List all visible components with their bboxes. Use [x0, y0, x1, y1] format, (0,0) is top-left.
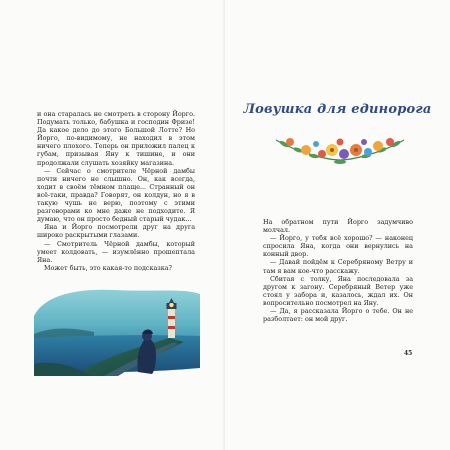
right-paragraph-5: — Да, я рассказала Йорго о тебе. Он не разболтает: он мой друг. [263, 307, 413, 324]
flower-garland-ornament [270, 120, 410, 166]
right-page [225, 0, 450, 450]
left-page-text [37, 110, 195, 272]
right-paragraph-4: Сбитая с толку, Яна последовала за другом к загону. Серебряный Ветер уже стоял у забора и, казалось, ждал их. Он вопросительно посмотрел на Яну. [263, 274, 413, 307]
right-paragraph-3: — Давай пойдём к Серебряному Ветру и там я вам кое-что расскажу. [263, 258, 413, 275]
page-number: 45 [404, 350, 413, 357]
lighthouse [167, 298, 177, 338]
left-page [0, 0, 224, 450]
left-paragraph-4: — Смотритель Чёрной дамбы, который умеет колдовать, — изумлённо прошептала Яна. [37, 239, 195, 264]
left-paragraph-1: и она старалась не смотреть в сторону Йорго. Подумать только, бабушка и господин Фризе! Да какое дело до этого Большой Лотте? Но Йорго, по-видимому, не находил в этом ничего плохого. Теперь он приложил палец к губам, призывая Яну к тишине, и они продолжали слушать хозяйку магазина. [37, 110, 195, 167]
right-paragraph-1: На обратном пути Йорго задумчиво молчал. [263, 218, 413, 235]
night-lighthouse-dam-illustration [34, 286, 200, 376]
right-paragraph-2: — Йорго, у тебя всё хорошо? — наконец спросила Яна, когда они вернулись на конный двор. [263, 234, 413, 259]
left-paragraph-2: — Сейчас о смотрителе Чёрной дамбы почти ничего не слышно. Он, как всегда, ходит в своём тёмном плаще... Странный он всё-таки, правда? Говорят, он колдун, но я в такую чушь не верю, поэтому с этими разговорами ко мне даже не подходите. Я думаю, что он просто бедный старый чудак... [37, 166, 195, 224]
chapter-title: Ловушка для единорога [243, 102, 432, 117]
right-page-text [263, 218, 413, 323]
left-paragraph-5: Может быть, это какая-то подсказка? [44, 263, 172, 272]
left-paragraph-3: Яна и Йорго посмотрели друг на друга широко раскрытыми глазами. [37, 223, 195, 240]
garland-flowers [286, 138, 394, 159]
